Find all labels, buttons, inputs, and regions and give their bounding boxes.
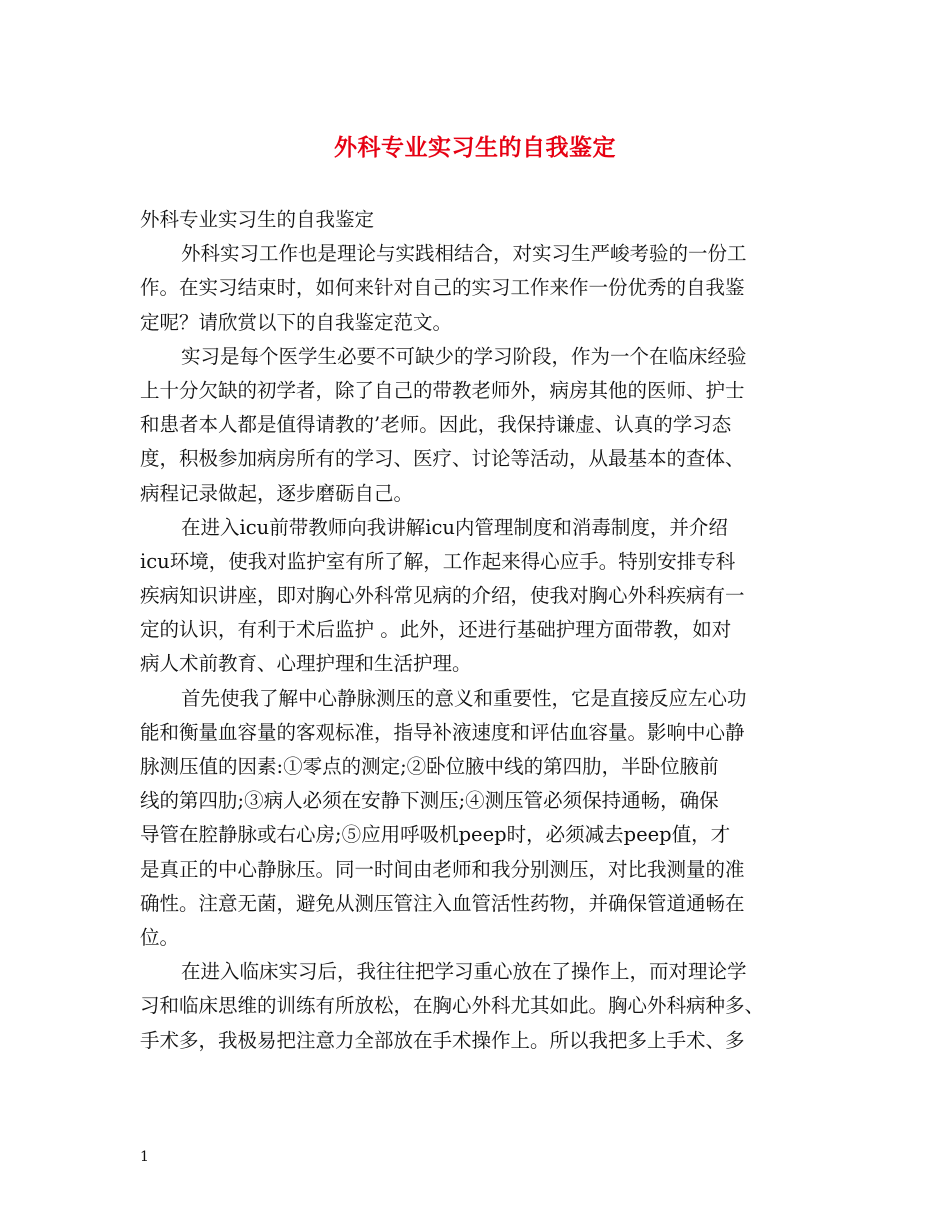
text-line: 病程记录做起，逐步磨砺自己。 [140, 481, 414, 505]
text-line: 实习是每个医学生必要不可缺少的学习阶段，作为一个在临床经验 [181, 344, 747, 368]
text-line: 首先使我了解中心静脉测压的意义和重要性，它是直接反应左心功 [181, 686, 747, 710]
page-number: 1 [140, 1149, 149, 1165]
text-line: 病人术前教育、心理护理和生活护理。 [140, 652, 472, 676]
text-line: 脉测压值的因素:①零点的测定;②卧位腋中线的第四肋，半卧位腋前 [140, 755, 719, 778]
text-line: 疾病知识讲座，即对胸心外科常见病的介绍，使我对胸心外科疾病有一 [140, 584, 745, 608]
text-line: 上十分欠缺的初学者，除了自己的带教老师外，病房其他的医师、护士 [140, 378, 745, 402]
text-line: 和患者本人都是值得请教的’老师。因此，我保持谦虚、认真的学习态 [140, 413, 732, 437]
text-line: 位。 [140, 925, 180, 949]
text-line: 线的第四肋;③病人必须在安静下测压;④测压管必须保持通畅，确保 [140, 789, 719, 813]
document-title: 外科专业实习生的自我鉴定 [334, 134, 616, 161]
text-line: 在进入icu前带教师向我讲解icu内管理制度和消毒制度，并介绍 [181, 515, 728, 539]
document-body [140, 203, 816, 1058]
text-line: 在进入临床实习后，我往往把学习重心放在了操作上，而对理论学 [181, 960, 747, 984]
text-line: 习和临床思维的训练有所放松，在胸心外科尤其如此。胸心外科病种多、 [140, 994, 765, 1018]
text-line: 外科实习工作也是理论与实践相结合，对实习生严峻考验的一份工 [181, 242, 747, 266]
text-line: 是真正的中心静脉压。同一时间由老师和我分别测压，对比我测量的准 [140, 857, 745, 881]
text-line: 度，积极参加病房所有的学习、医疗、讨论等活动，从最基本的查体、 [140, 447, 745, 471]
text-line: 定呢？请欣赏以下的自我鉴定范文。 [140, 310, 453, 334]
text-line: icu环境，使我对监护室有所了解，工作起来得心应手。特别安排专科 [140, 549, 736, 573]
text-line: 定的认识，有利于术后监护 。此外，还进行基础护理方面带教，如对 [140, 618, 732, 642]
text-line: 作。在实习结束时，如何来针对自己的实习工作来作一份优秀的自我鉴 [140, 276, 745, 300]
text-line: 外科专业实习生的自我鉴定 [140, 208, 375, 231]
text-line: 导管在腔静脉或右心房;⑤应用呼吸机peep时，必须减去peep值，才 [140, 823, 731, 847]
text-line: 能和衡量血容量的客观标准，指导补液速度和评估血容量。影响中心静 [140, 720, 745, 744]
text-line: 确性。注意无菌，避免从测压管注入血管活性药物，并确保管道通畅在 [140, 891, 745, 915]
text-line: 手术多，我极易把注意力全部放在手术操作上。所以我把多上手术、多 [140, 1028, 745, 1052]
